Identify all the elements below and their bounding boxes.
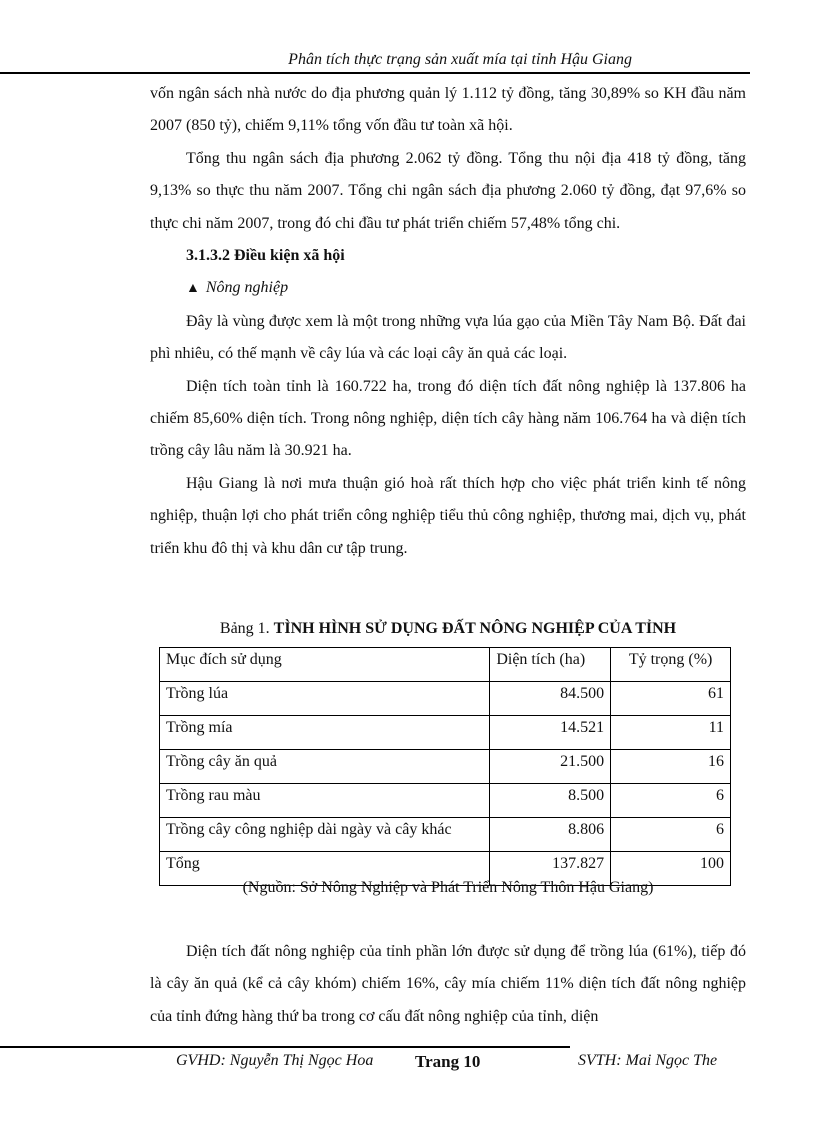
paragraph-rice-region: Đây là vùng được xem là một trong những vựa lúa gạo của Miền Tây Nam Bộ. Đất đai phì nhiêu, có thế mạnh về cây lúa và các loại cây ăn quả các loại.	[150, 312, 746, 363]
triangle-bullet-icon: ▲	[186, 281, 200, 297]
table-cell: 137.827	[490, 852, 611, 886]
table-cell: 11	[611, 716, 731, 750]
footer-page	[415, 1052, 480, 1072]
table-row	[160, 716, 731, 750]
footer-student: SVTH: Mai Ngọc The	[578, 1052, 718, 1069]
table-cell: Trồng cây công nghiệp dài ngày và cây khác	[160, 818, 490, 852]
footer-advisor: GVHD: Nguyễn Thị Ngọc Hoa	[176, 1052, 374, 1069]
section-heading: 3.1.3.2 Điều kiện xã hội	[186, 247, 345, 265]
table-cell: Tổng	[160, 852, 490, 886]
table-cell: 6	[611, 818, 731, 852]
body-text-continued	[150, 936, 746, 1033]
paragraph-budget-revenue: Tổng thu ngân sách địa phương 2.062 tỷ đồng. Tổng thu nội địa 418 tỷ đồng, tăng 9,13% so thực thu năm 2007. Tổng chi ngân sách địa phương 2.060 tỷ đồng, đạt 97,6% so thực chi năm 2007, trong đó chi đầu tư phát triển chiếm 57,48% tổng chi.	[150, 149, 746, 232]
table-row	[160, 750, 731, 784]
table-cell: 8.500	[490, 784, 611, 818]
table-cell: 84.500	[490, 682, 611, 716]
body-text	[150, 78, 746, 565]
table-source-note: (Nguồn: Sở Nông Nghiệp và Phát Triển Nông Thôn Hậu Giang)	[242, 879, 654, 896]
table-header-cell: Tỷ trọng (%)	[611, 648, 731, 682]
table-cell: Trồng cây ăn quả	[160, 750, 490, 784]
table-cell: 16	[611, 750, 731, 784]
table-caption-prefix: Bảng 1.	[219, 620, 270, 637]
paragraph-land-area: Diện tích toàn tỉnh là 160.722 ha, trong đó diện tích đất nông nghiệp là 137.806 ha chiếm 85,60% diện tích. Trong nông nghiệp, diện tích cây hàng năm 106.764 ha và diện tích trồng cây lâu năm là 30.921 ha.	[150, 377, 746, 460]
page-header-title: Phân tích thực trạng sản xuất mía tại tỉnh Hậu Giang	[288, 51, 632, 68]
table-row	[160, 784, 731, 818]
paragraph-budget-capital: vốn ngân sách nhà nước do địa phương quản lý 1.112 tỷ đồng, tăng 30,89% so KH đầu năm 2007 (850 tỷ), chiếm 9,11% tổng vốn đầu tư toàn xã hội.	[150, 85, 746, 135]
footer-page-number: 10	[463, 1052, 481, 1071]
table-cell: Trồng lúa	[160, 682, 490, 716]
paragraph-land-share: Diện tích đất nông nghiệp của tỉnh phần lớn được sử dụng để trồng lúa (61%), tiếp đó là cây ăn quả (kể cả cây khóm) chiếm 16%, cây mía chiếm 11% diện tích đất nông nghiệp của tỉnh đứng hàng thứ ba trong cơ cấu đất nông nghiệp của tỉnh, diện	[150, 943, 746, 1025]
table-caption-title: TÌNH HÌNH SỬ DỤNG ĐẤT NÔNG NGHIỆP CỦA TỈNH	[273, 620, 677, 637]
footer-page-label: Trang	[415, 1052, 460, 1071]
footer-divider	[0, 1046, 570, 1048]
table-cell: 14.521	[490, 716, 611, 750]
paragraph-climate: Hậu Giang là nơi mưa thuận gió hoà rất thích hợp cho việc phát triển kinh tế nông nghiệp, thuận lợi cho phát triển công nghiệp tiểu thủ công nghiệp, thương mai, dịch vụ, phát triển khu đô thị và khu dân cư tập trung.	[150, 474, 746, 557]
table-cell: Trồng mía	[160, 716, 490, 750]
table-row	[160, 818, 731, 852]
land-use-table	[159, 647, 731, 886]
table-cell: Trồng rau màu	[160, 784, 490, 818]
table-cell: 6	[611, 784, 731, 818]
table-cell: 21.500	[490, 750, 611, 784]
header-divider	[0, 72, 750, 74]
table-cell: 100	[611, 852, 731, 886]
table-caption	[150, 620, 746, 638]
bullet-agriculture	[186, 272, 746, 305]
bullet-label: Nông nghiệp	[205, 279, 289, 297]
table-header-cell: Mục đích sử dụng	[160, 648, 490, 682]
table-cell: 8.806	[490, 818, 611, 852]
table-header-cell: Diện tích (ha)	[490, 648, 611, 682]
table-row	[160, 682, 731, 716]
table-header-row	[160, 648, 731, 682]
table-cell: 61	[611, 682, 731, 716]
